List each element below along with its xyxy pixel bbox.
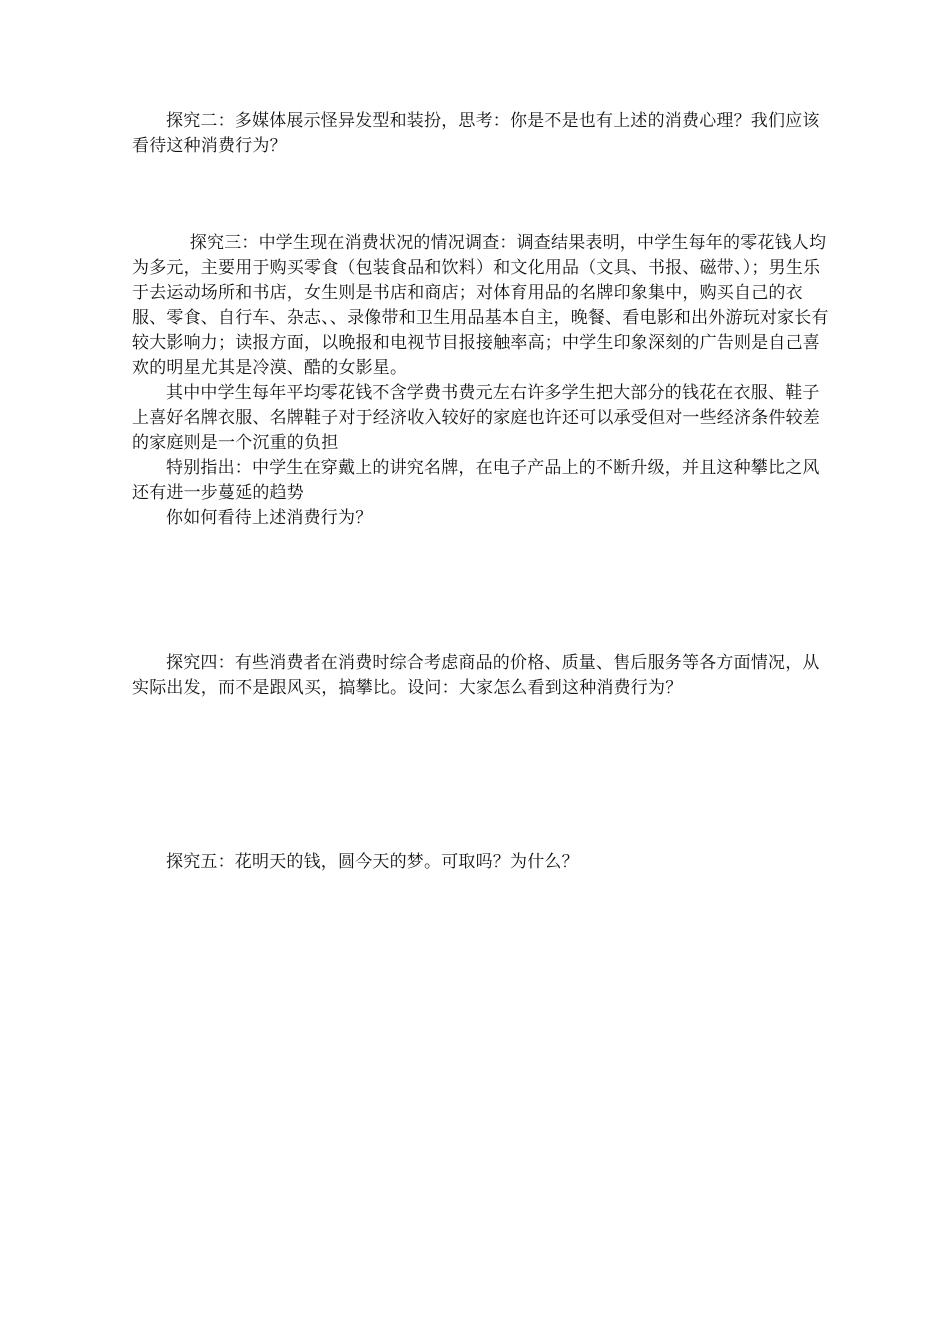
inquiry-three-survey-text: 探究三：中学生现在消费状况的情况调查：调查结果表明，中学生每年的零花钱人均为多元，主要用于购买零食（包装食品和饮料）和文化用品（文具、书报、磁带、）；男生乐于去运动场所和书店，女生则是书店和商店；对体育用品的名牌印象集中，购买自己的衣服、零食、自行车、杂志、、录像带和卫生用品基本自主，晚餐、看电影和出外游玩对家长有较大影响力；读报方面，以晚报和电视节目报接触率高；中学生印象深刻的广告则是自己喜欢的明星尤其是冷漠、酷的女影星。 [132, 233, 829, 378]
inquiry-four-text: 探究四：有些消费者在消费时综合考虑商品的价格、质量、售后服务等各方面情况，从实际出发，而不是跟风买，搞攀比。设问：大家怎么看到这种消费行为？ [132, 653, 820, 698]
inquiry-two-text: 探究二：多媒体展示怪异发型和装扮，思考：你是不是也有上述的消费心理？我们应该看待这种消费行为？ [132, 111, 820, 156]
inquiry-five-section [132, 850, 832, 875]
inquiry-three-spending-text: 其中中学生每年平均零花钱不含学费书费元左右许多学生把大部分的钱花在衣服、鞋子上喜好名牌衣服、名牌鞋子对于经济收入较好的家庭也许还可以承受但对一些经济条件较差的家庭则是一个沉重的负担 [132, 383, 820, 453]
inquiry-two-section [132, 109, 832, 159]
inquiry-five-text: 探究五：花明天的钱，圆今天的梦。可取吗？为什么？ [166, 852, 579, 872]
inquiry-three-question-text: 你如何看待上述消费行为？ [166, 508, 373, 528]
inquiry-three-section [132, 231, 832, 531]
inquiry-three-note-text: 特别指出：中学生在穿戴上的讲究名牌，在电子产品上的不断升级，并且这种攀比之风还有进一步蔓延的趋势 [132, 458, 820, 503]
inquiry-four-section [132, 651, 832, 701]
